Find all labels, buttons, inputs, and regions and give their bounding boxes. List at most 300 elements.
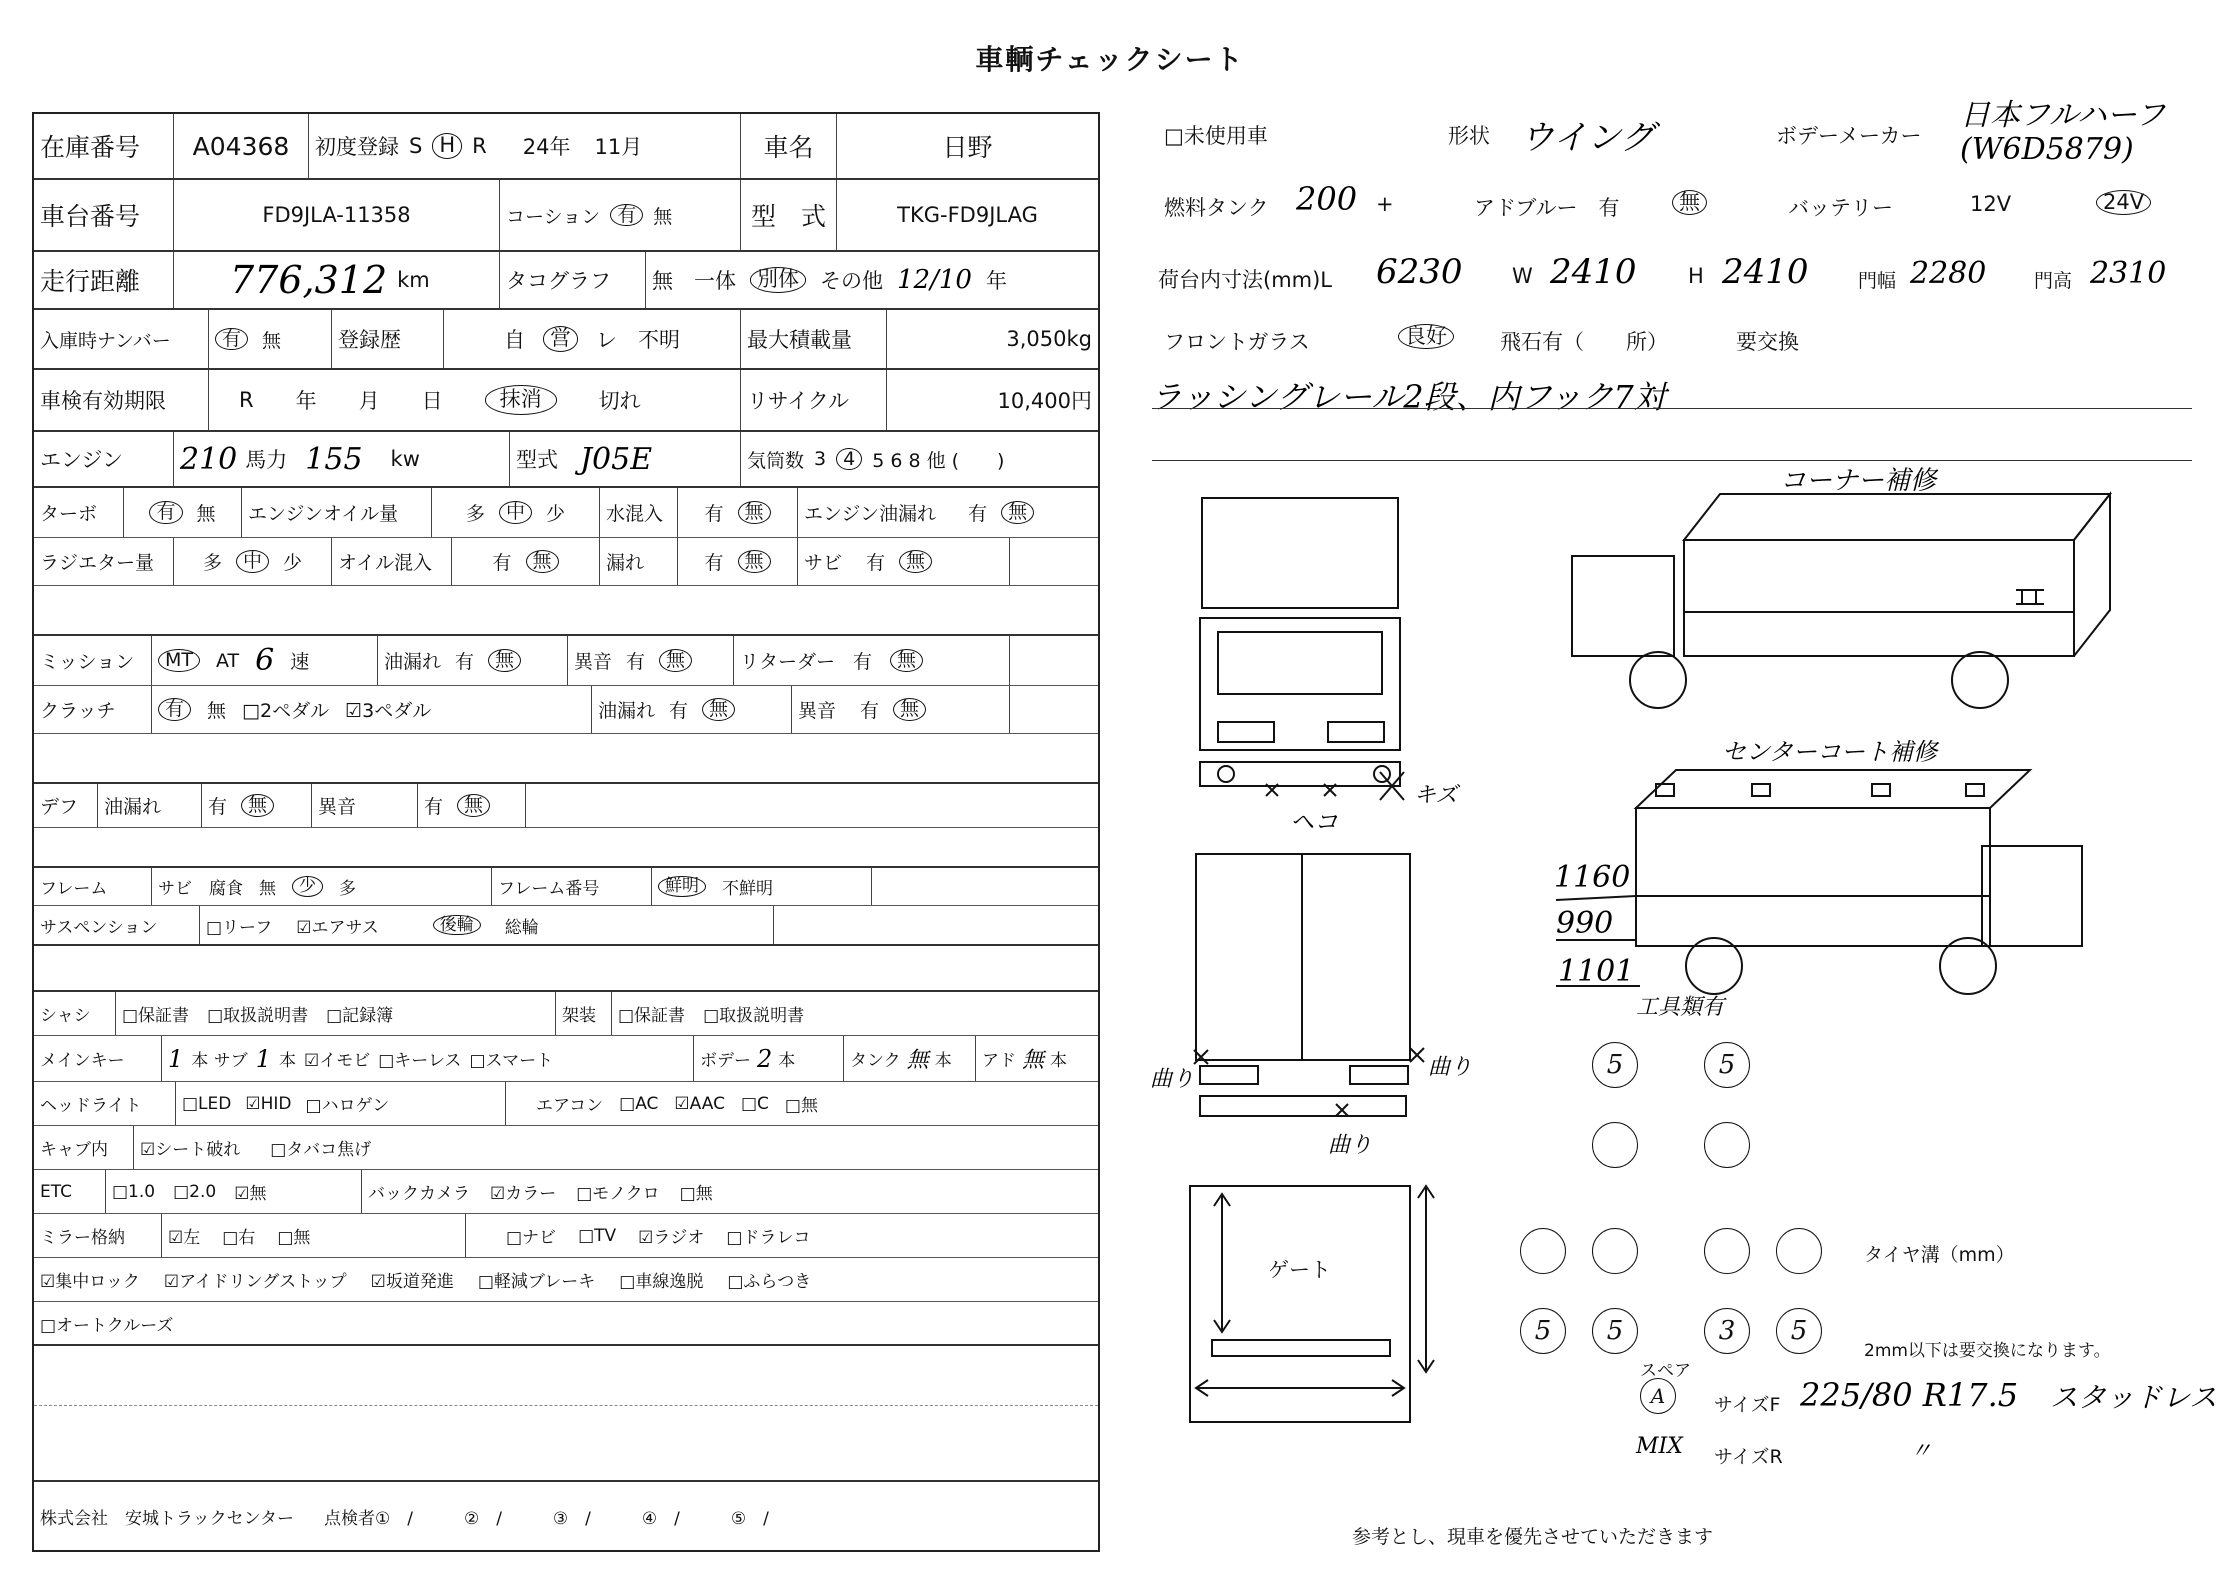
- engine-leak-no-selected: 無: [1001, 501, 1034, 524]
- side-lower-cab: [1982, 846, 2082, 946]
- kw-value: 155: [305, 441, 363, 477]
- engine-type-label: 型式: [516, 448, 558, 472]
- car-name-label: 車名: [741, 114, 837, 178]
- gate-label: ゲート: [1268, 1258, 1331, 1282]
- navi: □ナビ: [506, 1228, 557, 1248]
- section-divider: [1152, 460, 2192, 461]
- retarder-no-selected: 無: [890, 649, 923, 672]
- cylinders: [741, 432, 1098, 486]
- tire-rear-3: 3: [1704, 1308, 1750, 1354]
- clutch-yes-selected: 有: [158, 698, 191, 721]
- body-maker-code: (W6D5879): [1960, 132, 2134, 167]
- history-business-selected: 営: [543, 326, 578, 351]
- company-name: 株式会社 安城トラックセンター: [40, 1508, 294, 1529]
- oil-mix-no-selected: 無: [526, 550, 559, 573]
- rust: [798, 538, 1010, 585]
- drip-yes: 有: [704, 552, 724, 574]
- tacho-year-handwritten: 12/10: [897, 265, 972, 295]
- clutch-leak-yes: 有: [669, 700, 689, 722]
- aircon-none: □無: [784, 1096, 818, 1116]
- row-chassis: [34, 180, 1098, 252]
- blank-row-4: [34, 946, 1098, 992]
- caution-yes-selected: 有: [610, 204, 643, 227]
- mirror-right: □右: [222, 1228, 256, 1248]
- row-plate: [34, 310, 1098, 370]
- plate-label: 入庫時ナンバー: [34, 310, 209, 368]
- corner-repair-note: コーナー補修: [1780, 466, 1937, 496]
- hill-start-label: 坂道発進: [385, 1272, 454, 1292]
- water-yes: 有: [704, 503, 724, 525]
- tacho-other: その他: [820, 269, 883, 293]
- mileage-unit: km: [397, 268, 430, 292]
- row-mileage: [34, 252, 1098, 310]
- seat-torn-checked: ☑シート破れ: [140, 1140, 241, 1160]
- tire-rear-4: 5: [1776, 1308, 1822, 1354]
- tire-rear-row1-4: [1776, 1228, 1822, 1274]
- row-mission: [34, 636, 1098, 686]
- headlight-label: ヘッドライト: [34, 1082, 176, 1125]
- engine-type-value: J05E: [580, 441, 653, 477]
- engine-label: エンジン: [34, 432, 174, 486]
- inspect-month: 月: [358, 389, 380, 413]
- pedal-2: □2ペダル: [242, 700, 330, 722]
- etc-options: [106, 1170, 362, 1213]
- rear-view-body: [1196, 854, 1410, 1060]
- etc-2-0: □2.0: [173, 1181, 217, 1202]
- back-camera: [362, 1170, 1098, 1213]
- adblue-key-label: アド: [982, 1051, 1016, 1071]
- mission-noise: [568, 636, 734, 685]
- body-warranty: □保証書: [618, 1006, 686, 1026]
- side-upper-roof: [1684, 494, 2110, 540]
- back-camera-label: バックカメラ: [368, 1184, 470, 1204]
- camera-color-checked: ☑カラー: [490, 1184, 557, 1204]
- clutch-noise: [792, 686, 1010, 733]
- cab-options: [134, 1126, 1098, 1169]
- drip-no-selected: 無: [738, 550, 771, 573]
- row-stock: [34, 114, 1098, 180]
- cyl-rest: 5 6 8 他 ( ): [872, 449, 1005, 472]
- cyl-4-selected: 4: [836, 448, 862, 471]
- rust-yes: 有: [866, 552, 886, 574]
- keyless: □キーレス: [378, 1051, 462, 1071]
- etc-1-0: □1.0: [112, 1181, 156, 1202]
- auto-cruise: □オートクルーズ: [40, 1315, 174, 1336]
- susp-rear-selected: 後輪: [433, 915, 481, 936]
- tire-depth-label: タイヤ溝（mm）: [1864, 1244, 2015, 1266]
- row-mirror: [34, 1214, 1098, 1258]
- size-rear-ditto: 〃: [1910, 1439, 1933, 1464]
- immobilizer-checked: ☑イモビ: [303, 1051, 371, 1071]
- studless-note: スタッドレス: [2050, 1381, 2218, 1414]
- mix-note: MIX: [1636, 1434, 1683, 1459]
- side-upper-wheel-rear: [1952, 652, 2008, 708]
- clutch-noise-label: 異音: [798, 700, 837, 722]
- tire-rear-row1-3: [1704, 1228, 1750, 1274]
- rear-bend-left-note: 曲り: [1150, 1067, 1195, 1092]
- feature-options: [34, 1258, 1098, 1301]
- body-key-count: 2: [757, 1044, 773, 1073]
- door-height-value: 2310: [2090, 256, 2167, 291]
- plate-yes-selected: 有: [215, 328, 248, 351]
- clutch-leak: [592, 686, 792, 733]
- chassis-docs-label: シャシ: [34, 992, 116, 1035]
- mission-leak-label: 油漏れ: [384, 651, 442, 673]
- etc-none-label: 無: [249, 1184, 267, 1204]
- mission-noise-no-selected: 無: [659, 649, 692, 672]
- tank-key-unit: 本: [934, 1051, 952, 1071]
- height-990: 990: [1556, 906, 1614, 941]
- radiator-high: 多: [202, 552, 222, 574]
- door-width-label: 門幅: [1858, 270, 1897, 292]
- tools-note: 工具類有: [1636, 995, 1725, 1020]
- oil-high: 多: [465, 503, 485, 525]
- headlight-hid-checked: ☑HID: [245, 1093, 292, 1114]
- engine-leak: [798, 488, 1098, 537]
- body-maker-label: ボデーメーカー: [1776, 124, 1922, 148]
- engine-leak-label: エンジン油漏れ: [804, 503, 937, 525]
- diff-noise-yes: 有: [424, 796, 444, 818]
- tobacco-burn: □タバコ焦げ: [270, 1140, 372, 1160]
- tachograph-options: [646, 252, 1098, 308]
- clutch-leak-label: 油漏れ: [598, 700, 656, 722]
- history-rental-unknown: レ 不明: [596, 328, 680, 352]
- reg-era-r: R: [472, 134, 487, 158]
- headlight-halogen: □ハロゲン: [305, 1096, 390, 1116]
- diff-noise-no-selected: 無: [457, 794, 490, 817]
- mission-leak-yes: 有: [455, 651, 475, 673]
- frame-number-options: [652, 868, 872, 905]
- front-fog-right: [1374, 766, 1390, 782]
- height-1101: 1101: [1558, 954, 1635, 989]
- blank-row-1: [34, 586, 1098, 636]
- row-cab: [34, 1126, 1098, 1170]
- tacho-year-unit: 年: [985, 269, 1007, 293]
- central-lock-checked: ☑集中ロック: [40, 1272, 140, 1292]
- idle-stop-label: アイドリングストップ: [179, 1272, 347, 1292]
- aircon-c: □C: [740, 1093, 769, 1114]
- gate-side-arrow: [1418, 1186, 1434, 1372]
- camera-none: □無: [679, 1184, 713, 1204]
- row-turbo: [34, 488, 1098, 538]
- aircon-ac: □AC: [619, 1093, 659, 1114]
- spare-label: スペア: [1640, 1361, 1691, 1381]
- susp-air-checked: ☑エアサス: [296, 917, 379, 938]
- blank-row-2: [34, 734, 1098, 784]
- mirror-none: □無: [277, 1228, 311, 1248]
- inspect-era: R: [239, 388, 254, 412]
- audio-options: [466, 1214, 1098, 1257]
- tire-mid-right-empty: [1704, 1122, 1750, 1168]
- mission-leak: [378, 636, 568, 685]
- side-lower-wheel-front: [1940, 938, 1996, 994]
- clutch-leak-no-selected: 無: [702, 698, 735, 721]
- frame-label: フレーム: [34, 868, 152, 905]
- radiator-low: 少: [283, 552, 303, 574]
- size-front-label: サイズF: [1714, 1394, 1781, 1416]
- windshield-good-selected: 良好: [1398, 324, 1454, 349]
- windshield-chips: 飛石有（ 所）: [1500, 330, 1668, 354]
- cargo-width: 2410: [1550, 252, 1637, 292]
- tire-front-right: 5: [1704, 1042, 1750, 1088]
- rear-bend-right-note: 曲り: [1428, 1055, 1473, 1080]
- engine-type: [510, 432, 741, 486]
- fuel-tank-plus: +: [1376, 192, 1394, 216]
- front-headlight-left: [1218, 722, 1274, 742]
- etc-label: ETC: [34, 1170, 106, 1213]
- battery-12v: 12V: [1970, 192, 2012, 216]
- door-width-value: 2280: [1910, 256, 1987, 291]
- sub-key-unit: 本: [278, 1051, 296, 1071]
- plate-options: [209, 310, 332, 368]
- row-engine: [34, 432, 1098, 488]
- engine-oil-label: エンジンオイル量: [242, 488, 432, 537]
- reg-era-s: S: [409, 134, 423, 158]
- radio-checked: ☑ラジオ: [638, 1228, 705, 1248]
- mirror-options: [162, 1214, 466, 1257]
- reference-footer-note: 参考とし、現車を優先させていただきます: [1352, 1526, 1714, 1548]
- rear-lamp-left: [1200, 1066, 1258, 1084]
- row-radiator: [34, 538, 1098, 586]
- adblue-key: [976, 1036, 1098, 1081]
- rust-label: サビ: [804, 552, 843, 574]
- row-features: [34, 1258, 1098, 1302]
- fuel-tank-value: 200: [1296, 180, 1358, 218]
- clutch-noise-yes: 有: [860, 700, 880, 722]
- note-underline: [1152, 408, 2192, 409]
- row-headlight: [34, 1082, 1098, 1126]
- immobilizer-label: イモビ: [319, 1051, 371, 1071]
- reg-year: 24年: [522, 135, 571, 159]
- frame-number-label: フレーム番号: [492, 868, 652, 905]
- body-key: [694, 1036, 844, 1081]
- unused-car-checkbox: □未使用車: [1164, 124, 1268, 148]
- adblue-label: アドブルー 有: [1474, 196, 1620, 220]
- front-view-cab: [1200, 618, 1400, 750]
- water-options: [678, 488, 798, 537]
- size-rear-label: サイズR: [1714, 1446, 1783, 1468]
- rust-no-selected: 無: [899, 550, 932, 573]
- mileage-label: 走行距離: [34, 252, 174, 308]
- suspension-options: [200, 906, 774, 944]
- gear-count: 6: [255, 643, 275, 678]
- caution-no: 無: [653, 205, 673, 228]
- dashcam: □ドラレコ: [726, 1228, 811, 1248]
- idle-stop-checked: ☑アイドリングストップ: [163, 1272, 347, 1292]
- chassis-number: FD9JLA-11358: [174, 180, 500, 250]
- fuel-tank-label: 燃料タンク: [1164, 196, 1269, 220]
- reg-month: 11月: [594, 135, 643, 159]
- clutch-no: 無: [207, 700, 227, 722]
- clutch-options: [152, 686, 592, 733]
- horsepower-unit: 馬力: [245, 448, 288, 472]
- retarder: [734, 636, 1010, 685]
- collision-brake: □軽減ブレーキ: [477, 1272, 596, 1292]
- tank-key-count: 無: [906, 1048, 929, 1073]
- side-upper-damage-mark: [2016, 590, 2044, 604]
- history-options: [444, 310, 741, 368]
- retarder-label: リターダー: [740, 651, 836, 673]
- tire-replace-note: 2mm以下は要交換になります。: [1864, 1341, 2111, 1361]
- body-maker-value: 日本フルハーフ: [1960, 98, 2166, 133]
- radiator-mid-selected: 中: [236, 550, 269, 573]
- camera-color-label: カラー: [505, 1184, 557, 1204]
- tachograph-label: タコグラフ: [500, 252, 646, 308]
- oil-mix-label: オイル混入: [332, 538, 452, 585]
- sheet-title: 車輌チェックシート: [975, 43, 1245, 76]
- size-front-value: 225/80 R17.5: [1800, 1376, 2019, 1414]
- mission-at: AT: [216, 649, 240, 672]
- frame-none: 無: [259, 879, 276, 899]
- radio-label: ラジオ: [653, 1228, 705, 1248]
- diff-leak-options: [202, 784, 312, 827]
- inspect-year: 年: [295, 389, 317, 413]
- side-lower-repair-marks: [1656, 784, 1984, 796]
- front-view-windshield: [1218, 632, 1382, 694]
- car-name-value: 日野: [942, 133, 993, 162]
- cargo-dim-label: 荷台内寸法(mm)L: [1158, 268, 1332, 292]
- main-key-count: 1: [168, 1044, 184, 1073]
- gear-unit: 速: [290, 651, 310, 673]
- drip-options: [678, 538, 798, 585]
- chassis-label: 車台番号: [34, 180, 174, 250]
- headlight-led: □LED: [182, 1093, 232, 1114]
- center-coat-repair-note: センターコート補修: [1722, 738, 1938, 766]
- shape-value: ウイング: [1520, 118, 1655, 158]
- seat-torn-label: シート破れ: [155, 1140, 241, 1160]
- row-cruise: [34, 1302, 1098, 1346]
- front-dent-note: ヘコ: [1290, 808, 1338, 836]
- chassis-record: □記録簿: [326, 1006, 394, 1026]
- chassis-manual: □取扱説明書: [207, 1006, 309, 1026]
- hill-start-checked: ☑坂道発進: [370, 1272, 454, 1292]
- wobble-alert: □ふらつき: [727, 1272, 812, 1292]
- front-headlight-right: [1328, 722, 1384, 742]
- caution-label: コーション: [506, 205, 601, 228]
- mission-noise-label: 異音: [574, 651, 613, 673]
- row-keys: [34, 1036, 1098, 1082]
- caution-plate: [500, 180, 741, 250]
- oil-low: 少: [546, 503, 566, 525]
- front-damage-marks: [1266, 772, 1404, 800]
- aircon: [506, 1082, 1098, 1125]
- tire-rear-row1-1: [1520, 1228, 1566, 1274]
- inspect-day: 日: [421, 389, 443, 413]
- row-clutch: [34, 686, 1098, 734]
- rear-bend-bottom-note: 曲り: [1328, 1133, 1373, 1158]
- oil-mid-selected: 中: [499, 501, 532, 524]
- diff-leak-label: 油漏れ: [98, 784, 202, 827]
- inspect-expired: 切れ: [598, 389, 641, 413]
- blank-row-6: [34, 1406, 1098, 1482]
- susp-leaf: □リーフ: [206, 917, 273, 938]
- engine-power: [174, 432, 510, 486]
- adblue-key-unit: 本: [1050, 1051, 1068, 1071]
- footer-line: [34, 1482, 1098, 1550]
- rear-bend-marks: [1194, 1048, 1424, 1116]
- side-lower-wheel-rear: [1686, 938, 1742, 994]
- max-load-value: 3,050kg: [1006, 327, 1092, 351]
- row-inspection: [34, 370, 1098, 432]
- oil-mix-yes: 有: [492, 552, 512, 574]
- row-frame: [34, 868, 1098, 906]
- height-1160: 1160: [1554, 860, 1631, 895]
- chassis-warranty: □保証書: [122, 1006, 190, 1026]
- blank-row-5: [34, 1346, 1098, 1406]
- engine-leak-yes: 有: [968, 503, 988, 525]
- history-label: 登録歴: [332, 310, 444, 368]
- diff-noise-options: [418, 784, 526, 827]
- front-bumper: [1200, 762, 1400, 786]
- side-upper-cab: [1572, 556, 1674, 656]
- sub-key-count: 1: [255, 1044, 271, 1073]
- tv: □TV: [578, 1225, 617, 1246]
- frame-number-unclear: 不鮮明: [722, 879, 773, 899]
- cargo-height-label: H: [1688, 264, 1704, 288]
- body-key-label: ボデー: [700, 1051, 751, 1071]
- diff-leak-yes: 有: [208, 796, 228, 818]
- mirror-label: ミラー格納: [34, 1214, 162, 1257]
- history-private: 自: [504, 328, 525, 352]
- row-footer: [34, 1482, 1098, 1550]
- main-key-label: メインキー: [34, 1036, 162, 1081]
- body-docs-options: [612, 992, 1098, 1035]
- first-registration: [309, 114, 741, 178]
- mission-noise-yes: 有: [626, 651, 646, 673]
- water-no-selected: 無: [738, 501, 771, 524]
- mission-leak-no-selected: 無: [488, 649, 521, 672]
- row-suspension: [34, 906, 1098, 946]
- turbo-no: 無: [196, 503, 216, 525]
- side-upper-body: [1684, 540, 2074, 656]
- gate-bar: [1212, 1340, 1390, 1356]
- aircon-aac-checked: ☑AAC: [674, 1093, 725, 1114]
- cargo-height: 2410: [1722, 252, 1809, 292]
- clutch-label: クラッチ: [34, 686, 152, 733]
- recycle-value: 10,400円: [997, 389, 1092, 413]
- tire-rear-2: 5: [1592, 1308, 1638, 1354]
- susp-air-label: エアサス: [311, 917, 379, 938]
- cyl-3: 3: [814, 448, 827, 470]
- plate-no: 無: [262, 329, 282, 352]
- shape-label: 形状: [1448, 124, 1490, 148]
- frame-low-selected: 少: [292, 876, 323, 897]
- turbo-options: [124, 488, 242, 537]
- inspect-cancelled-selected: 抹消: [485, 385, 557, 414]
- engine-oil-options: [432, 488, 600, 537]
- cab-label: キャブ内: [34, 1126, 134, 1169]
- rear-bumper: [1200, 1096, 1406, 1116]
- spare-tire-marker: A: [1640, 1378, 1676, 1414]
- mileage-value: 776,312: [230, 258, 388, 302]
- stock-label: 在庫番号: [34, 114, 174, 178]
- windshield-label: フロントガラス: [1164, 330, 1310, 354]
- frame-number-clear-selected: 鮮明: [658, 876, 706, 897]
- adblue-none-selected: 無: [1672, 190, 1707, 215]
- pedal-3-label: 3ペダル: [362, 700, 432, 722]
- oil-mix-options: [452, 538, 600, 585]
- smart-key: □スマート: [469, 1051, 554, 1071]
- side-upper-wheel-front: [1630, 652, 1686, 708]
- suspension-label: サスペンション: [34, 906, 200, 944]
- cylinders-label: 気筒数: [747, 449, 805, 472]
- diff-noise-label: 異音: [312, 784, 418, 827]
- lane-departure: □車線逸脱: [619, 1272, 704, 1292]
- clutch-noise-no-selected: 無: [893, 698, 926, 721]
- row-etc: [34, 1170, 1098, 1214]
- front-scratch-note: キズ: [1414, 783, 1458, 808]
- max-load-label: 最大積載量: [741, 310, 887, 368]
